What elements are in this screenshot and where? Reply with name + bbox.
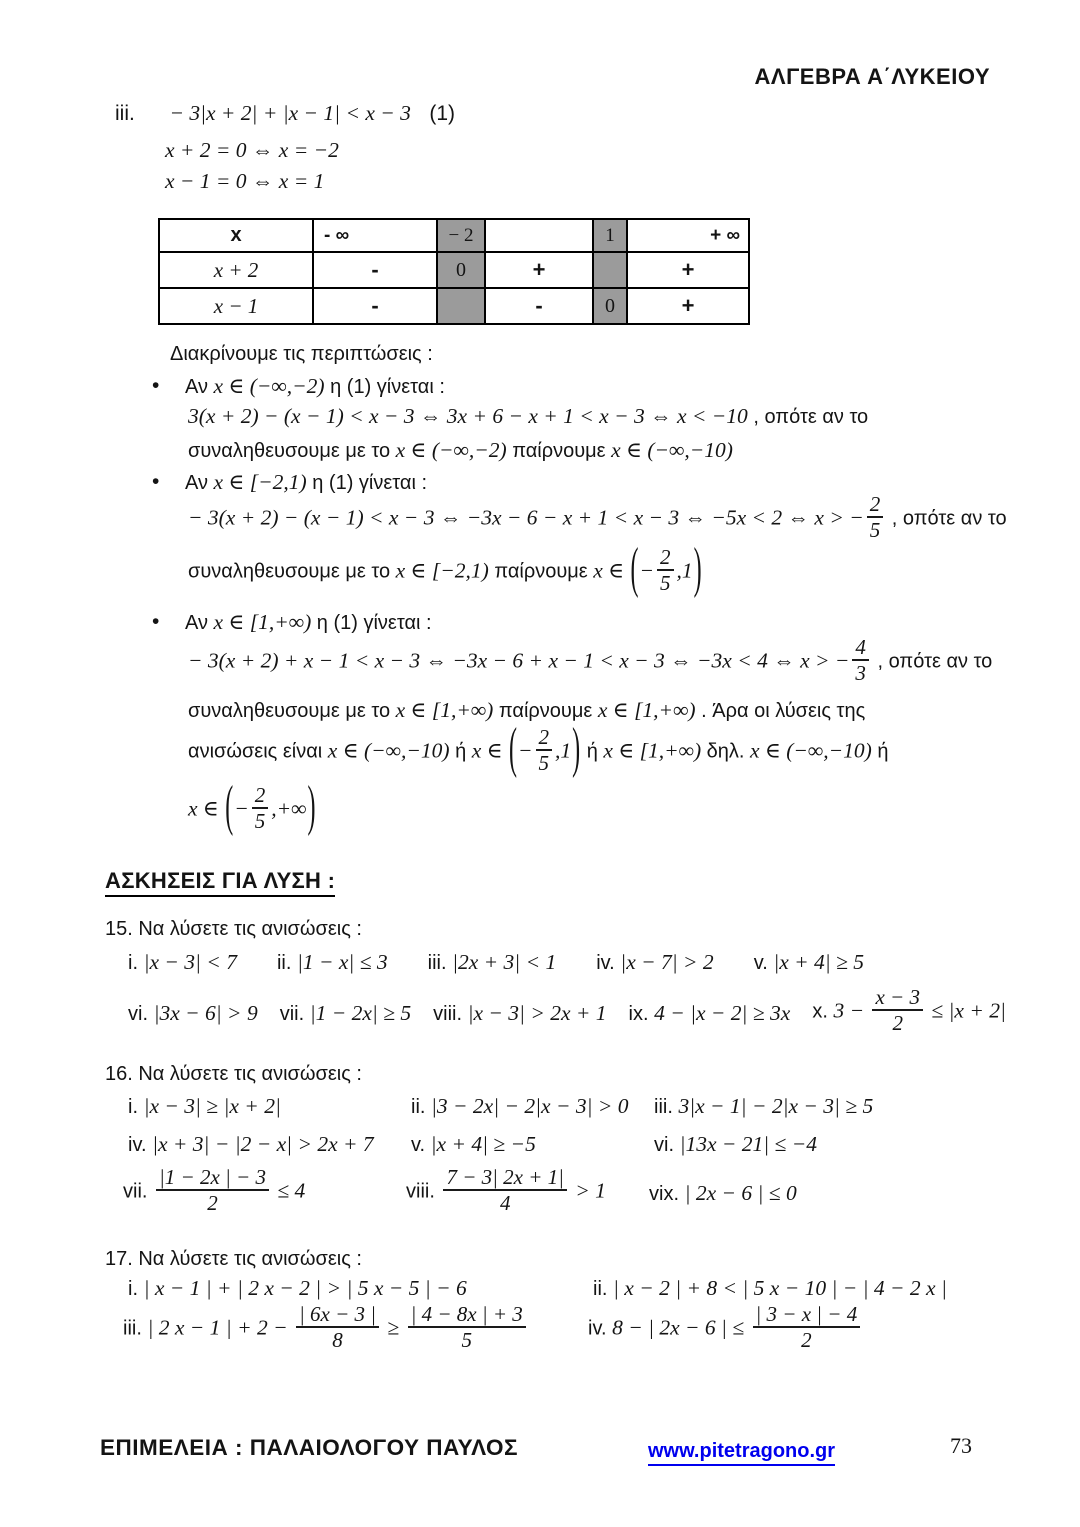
- sign-cell: +: [627, 288, 749, 324]
- math-run: x ∈: [593, 558, 630, 583]
- math-run: 3|x − 1| − 2|x − 3| ≥ 5: [678, 1094, 874, 1118]
- math-run: |1 − x| ≤ 3: [296, 950, 388, 974]
- math-run: |2x + 3| < 1: [452, 950, 557, 974]
- sign-cell: 0: [437, 252, 485, 288]
- text-run: i.: [128, 1096, 144, 1118]
- math-run: x ∈ [1,+∞): [395, 698, 494, 722]
- sign-cell: 0: [593, 288, 627, 324]
- fraction: $\frac{7 - 3| 2x + 1|}{4}$: [443, 1165, 566, 1215]
- text-run: Αν: [185, 472, 214, 494]
- math-run: ,+∞: [271, 796, 307, 821]
- exercise-17-title: 17. Να λύσετε τις ανισώσεις :: [105, 1248, 362, 1270]
- site-link[interactable]: www.pitetragono.gr: [648, 1440, 835, 1466]
- exercise-item: [123, 1165, 406, 1218]
- math-run: |13x − 21| ≤ −4: [679, 1132, 817, 1156]
- text-run: viii.: [433, 1002, 468, 1025]
- table-header-root-1: 1: [593, 219, 627, 252]
- page-number: 73: [950, 1433, 972, 1458]
- sign-cell: +: [485, 252, 593, 288]
- math-run: 3 −: [833, 998, 870, 1023]
- fraction: $\frac{|1 - 2x | - 3}{2}$: [156, 1165, 269, 1215]
- sign-cell: -: [485, 288, 593, 324]
- fraction: $\frac{x - 3}{2}$: [872, 985, 923, 1035]
- text-run: i.: [128, 1278, 144, 1300]
- math-run: ,1: [676, 558, 693, 583]
- math-run: x ∈ (−∞,−10): [327, 738, 450, 763]
- exercise-item: [596, 950, 713, 975]
- exercise-item: [406, 1165, 649, 1218]
- math-run: x ∈ [1,+∞): [213, 610, 312, 634]
- row-label: x + 2: [159, 252, 313, 288]
- text-run: vii.: [279, 1002, 310, 1025]
- exercise-item: [629, 1001, 791, 1026]
- case-1-intro: [152, 374, 445, 399]
- math-run: ≤ |x + 2|: [925, 998, 1006, 1023]
- text-run: ή: [871, 740, 889, 763]
- bullet-icon: •: [152, 470, 160, 493]
- text-run: Αν: [185, 376, 214, 398]
- table-header-minus-inf: - ∞: [313, 219, 437, 252]
- exercise-item: [128, 950, 237, 975]
- root-equation-2: x − 1 = 0 ⇔ x = 1: [165, 169, 325, 193]
- text-run: ανισώσεις είναι: [188, 740, 328, 763]
- sign-cell: -: [313, 252, 437, 288]
- text-run: , οπότε αν το: [886, 507, 1007, 530]
- big-paren: ): [307, 776, 316, 838]
- exercise-item: [649, 1181, 797, 1206]
- big-paren: ): [693, 538, 702, 600]
- math-run: | x − 1 | + | 2 x − 2 | > | 5 x − 5 | − 6: [143, 1276, 467, 1300]
- math-run: |x − 7| > 2: [620, 950, 714, 974]
- math-run: 4 − |x − 2| ≥ 3x: [654, 1000, 791, 1025]
- math-run: x ∈ [−2,1): [213, 470, 307, 494]
- item-label: iii.: [115, 102, 135, 125]
- fraction: $\frac{4}{3}$: [852, 635, 869, 685]
- exercise-item: [754, 950, 864, 975]
- math-run: − 3(x + 2) + x − 1 < x − 3 ⇔ −3x − 6 + x − 1 < x − 3 ⇔ −3x < 4 ⇔ x > −: [188, 648, 850, 673]
- exercise-item: [654, 1132, 817, 1157]
- math-run: |x − 3| > 2x + 1: [467, 1000, 607, 1025]
- exercise-16-row-1: [128, 1094, 873, 1119]
- sign-table-row-x-plus-2: [159, 252, 749, 288]
- text-run: iv.: [128, 1134, 153, 1156]
- sign-cell: -: [313, 288, 437, 324]
- text-run: δηλ.: [701, 740, 751, 763]
- exercise-16-row-3: [123, 1165, 797, 1218]
- text-run: vii.: [123, 1180, 153, 1203]
- fraction: $\frac{2}{5}$: [867, 492, 884, 542]
- text-run: παίρνουμε: [506, 440, 612, 462]
- case-3-line: [188, 776, 316, 838]
- text-run: συναληθευσουμε με το: [188, 440, 396, 462]
- text-run: παίρνουμε: [493, 700, 598, 722]
- text-run: vi.: [128, 1002, 154, 1025]
- exercise-item: [128, 1132, 411, 1157]
- fraction: $\frac{| 3 - x | - 4}{2}$: [753, 1302, 861, 1352]
- math-run: ≥: [382, 1315, 405, 1340]
- text-run: x.: [812, 1000, 834, 1023]
- exercise-17-row-1: [128, 1276, 947, 1301]
- text-run: συναληθευσουμε με το: [188, 700, 396, 722]
- sign-table: [158, 218, 750, 325]
- fraction: $\frac{| 6x - 3 |}{8}$: [296, 1302, 379, 1352]
- row-label: x − 1: [159, 288, 313, 324]
- case-1-line: [188, 438, 733, 463]
- fraction: $\frac{2}{5}$: [657, 545, 674, 595]
- text-run: iv.: [588, 1317, 613, 1340]
- math-run: x ∈ [1,+∞): [597, 698, 696, 722]
- table-header-plus-inf: + ∞: [627, 219, 749, 252]
- math-run: 3(x + 2) − (x − 1) < x − 3 ⇔ 3x + 6 − x + 1 < x − 3 ⇔ x < −10: [188, 404, 748, 428]
- math-run: > 1: [569, 1178, 606, 1203]
- exercise-item: [280, 1001, 411, 1026]
- case-3-line: [188, 698, 865, 723]
- text-run: η (1) γίνεται :: [324, 376, 445, 398]
- exercise-item: [128, 1001, 258, 1026]
- math-run: x ∈ [1,+∞): [603, 738, 702, 763]
- text-run: iv.: [596, 952, 621, 974]
- text-run: ii.: [593, 1278, 613, 1300]
- math-run: |x − 3| ≥ |x + 2|: [143, 1094, 281, 1118]
- exercise-16-title: 16. Να λύσετε τις ανισώσεις :: [105, 1063, 362, 1085]
- fraction: $\frac{2}{5}$: [252, 783, 269, 833]
- math-run: x ∈ [−2,1): [395, 558, 489, 583]
- text-run: iii.: [654, 1096, 679, 1118]
- text-run: ii.: [411, 1096, 431, 1118]
- math-run: 8 − | 2x − 6 | ≤: [612, 1315, 750, 1340]
- case-3-intro: [152, 610, 432, 635]
- big-paren: (: [509, 718, 518, 780]
- math-run: x ∈ (−∞,−10): [750, 738, 872, 763]
- text-run: vix.: [649, 1182, 685, 1205]
- exercise-item: [128, 1094, 411, 1119]
- text-run: iii.: [427, 952, 453, 974]
- text-run: ii.: [276, 952, 297, 974]
- math-run: | 2x − 6 | ≤ 0: [684, 1180, 797, 1205]
- cases-title: Διακρίνουμε τις περιπτώσεις :: [170, 343, 433, 365]
- equation-tag: (1): [429, 102, 456, 125]
- exercise-16-row-2: [128, 1132, 817, 1157]
- footer-credit: ΕΠΙΜΕΛΕΙΑ : ΠΑΛΑΙΟΛΟΓΟΥ ΠΑΥΛΟΣ: [100, 1435, 519, 1460]
- big-paren: (: [630, 538, 639, 600]
- exercise-item: [588, 1302, 863, 1355]
- exercise-item: [128, 1276, 593, 1301]
- exercise-15-row-2: [128, 985, 1006, 1038]
- sign-cell: [593, 252, 627, 288]
- exercise-item: [654, 1094, 873, 1119]
- page-title: ΑΛΓΕΒΡΑ Α΄ΛΥΚΕΙΟΥ: [754, 64, 990, 89]
- bullet-icon: •: [152, 374, 160, 397]
- table-header-x: x: [159, 219, 313, 252]
- math-run: |x + 3| − |2 − x| > 2x + 7: [152, 1132, 374, 1156]
- text-run: . Άρα οι λύσεις της: [695, 700, 866, 722]
- exercise-item: [428, 950, 557, 975]
- case-2-intro: [152, 470, 427, 495]
- math-run: −: [639, 558, 655, 583]
- exercise-item: [411, 1132, 654, 1157]
- fraction: $\frac{2}{5}$: [536, 725, 553, 775]
- bullet-icon: •: [152, 610, 160, 633]
- text-run: viii.: [406, 1180, 441, 1203]
- math-run: x ∈ (−∞,−10): [611, 438, 733, 462]
- math-run: |3x − 6| > 9: [153, 1000, 258, 1025]
- math-run: x ∈ (−∞,−2): [395, 438, 507, 462]
- text-run: v.: [753, 952, 774, 974]
- sign-table-header-row: [159, 219, 749, 252]
- exercise-item: [411, 1094, 654, 1119]
- text-run: συναληθευσουμε με το: [188, 560, 396, 583]
- math-run: | x − 2 | + 8 < | 5 x − 10 | − | 4 − 2 x |: [613, 1276, 947, 1300]
- sign-cell: +: [627, 252, 749, 288]
- exercise-15-title: 15. Να λύσετε τις ανισώσεις :: [105, 918, 362, 940]
- text-run: , οπότε αν το: [871, 650, 993, 673]
- text-run: Αν: [185, 612, 214, 634]
- math-run: |x + 4| ≥ 5: [773, 950, 864, 974]
- text-run: ή: [581, 740, 604, 763]
- exercise-item: [277, 950, 388, 975]
- sign-cell: [437, 288, 485, 324]
- text-run: vi.: [654, 1134, 680, 1156]
- case-3-line: [188, 718, 889, 780]
- exercise-17-row-2: [123, 1302, 863, 1355]
- math-run: ≤ 4: [271, 1178, 306, 1203]
- text-run: ix.: [628, 1002, 655, 1025]
- math-run: −: [518, 738, 533, 763]
- inequality-formula: − 3|x + 2| + |x − 1| < x − 3: [169, 101, 411, 125]
- case-2-line: [188, 492, 1007, 545]
- math-run: | 2 x − 1 | + 2 −: [147, 1315, 293, 1340]
- text-run: η (1) γίνεται :: [306, 472, 428, 494]
- math-run: x ∈ (−∞,−2): [213, 374, 325, 398]
- text-run: , οπότε αν το: [747, 406, 869, 428]
- text-run: iii.: [123, 1317, 148, 1340]
- exercises-heading: ΑΣΚΗΣΕΙΣ ΓΙΑ ΛΥΣΗ :: [105, 868, 335, 894]
- text-run: η (1) γίνεται :: [311, 612, 432, 634]
- exercise-item: [123, 1302, 588, 1355]
- math-run: x ∈: [471, 738, 509, 763]
- sign-table-row-x-minus-1: [159, 288, 749, 324]
- big-paren: (: [225, 776, 234, 838]
- exercise-15-row-1: [128, 950, 864, 975]
- text-run: παίρνουμε: [488, 560, 594, 583]
- text-run: v.: [411, 1134, 431, 1156]
- root-equation-1: x + 2 = 0 ⇔ x = −2: [165, 138, 339, 162]
- fraction: $\frac{| 4 - 8x | + 3}{5}$: [408, 1302, 526, 1352]
- case-3-line: [188, 635, 993, 688]
- exercise-item: [593, 1276, 947, 1301]
- math-run: ,1: [555, 738, 572, 763]
- math-run: x ∈: [188, 796, 225, 821]
- exercise-item: [433, 1001, 606, 1026]
- text-run: ή: [449, 740, 472, 763]
- table-header-blank: [485, 219, 593, 252]
- table-header-root-minus2: − 2: [437, 219, 485, 252]
- case-1-line: [188, 404, 868, 429]
- math-run: |x − 3| < 7: [143, 950, 237, 974]
- solution-line-1: [115, 101, 455, 126]
- math-run: |x + 4| ≥ −5: [430, 1132, 536, 1156]
- text-run: i.: [128, 952, 144, 974]
- math-run: |3 − 2x| − 2|x − 3| > 0: [431, 1094, 629, 1118]
- big-paren: ): [572, 718, 581, 780]
- exercise-item: [812, 985, 1006, 1038]
- math-run: −: [234, 796, 249, 821]
- case-2-line: [188, 538, 703, 600]
- math-run: − 3(x + 2) − (x − 1) < x − 3 ⇔ −3x − 6 − x + 1 < x − 3 ⇔ −5x < 2 ⇔ x > −: [188, 505, 864, 530]
- math-run: |1 − 2x| ≥ 5: [309, 1000, 412, 1025]
